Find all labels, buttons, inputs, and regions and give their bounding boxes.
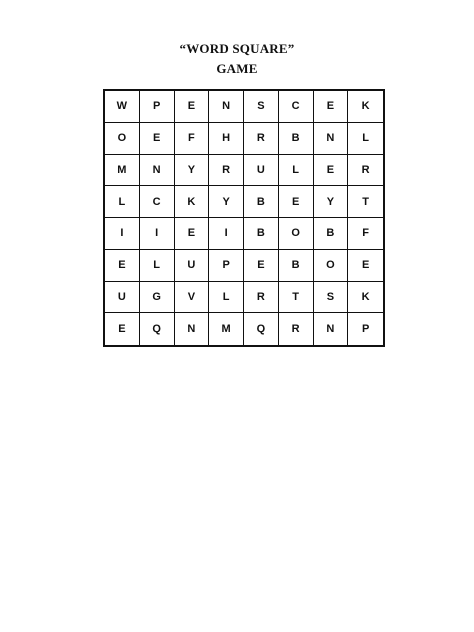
grid-cell[interactable]: N: [175, 313, 210, 345]
grid-cell[interactable]: Y: [175, 155, 210, 187]
grid-cell[interactable]: E: [175, 91, 210, 123]
grid-cell[interactable]: N: [314, 123, 349, 155]
grid-cell[interactable]: L: [105, 186, 140, 218]
grid-cell[interactable]: E: [140, 123, 175, 155]
grid-cell[interactable]: B: [279, 250, 314, 282]
game-subtitle: GAME: [216, 61, 258, 76]
grid-cell[interactable]: S: [244, 91, 279, 123]
grid-cell[interactable]: K: [348, 282, 383, 314]
grid-cell[interactable]: L: [140, 250, 175, 282]
grid-cell[interactable]: V: [175, 282, 210, 314]
grid-cell[interactable]: C: [140, 186, 175, 218]
grid-cell[interactable]: S: [314, 282, 349, 314]
grid-cell[interactable]: R: [279, 313, 314, 345]
grid-cell[interactable]: B: [244, 218, 279, 250]
grid-cell[interactable]: P: [140, 91, 175, 123]
grid-cell[interactable]: B: [314, 218, 349, 250]
grid-cell[interactable]: L: [209, 282, 244, 314]
grid-cell[interactable]: E: [279, 186, 314, 218]
game-title: “WORD SQUARE”: [179, 41, 295, 56]
grid-cell[interactable]: W: [105, 91, 140, 123]
grid-cell[interactable]: O: [105, 123, 140, 155]
grid-cell[interactable]: E: [314, 155, 349, 187]
grid-cell[interactable]: E: [348, 250, 383, 282]
grid-cell[interactable]: R: [244, 282, 279, 314]
grid-cell[interactable]: T: [279, 282, 314, 314]
grid-cell[interactable]: H: [209, 123, 244, 155]
grid-cell[interactable]: R: [244, 123, 279, 155]
grid-cell[interactable]: U: [105, 282, 140, 314]
grid-cell[interactable]: N: [140, 155, 175, 187]
grid-cell[interactable]: C: [279, 91, 314, 123]
grid-cell[interactable]: P: [209, 250, 244, 282]
grid-cell[interactable]: F: [175, 123, 210, 155]
grid-cell[interactable]: I: [105, 218, 140, 250]
grid-cell[interactable]: U: [244, 155, 279, 187]
grid-cell[interactable]: O: [314, 250, 349, 282]
grid-cell[interactable]: I: [209, 218, 244, 250]
grid-cell[interactable]: E: [175, 218, 210, 250]
grid-cell[interactable]: Y: [209, 186, 244, 218]
grid-cell[interactable]: P: [361, 323, 370, 336]
grid-cell[interactable]: O: [279, 218, 314, 250]
grid-cell[interactable]: N: [314, 313, 349, 345]
grid-cell[interactable]: E: [244, 250, 279, 282]
grid-cell[interactable]: N: [209, 91, 244, 123]
grid-cell[interactable]: K: [348, 91, 383, 123]
grid-cell[interactable]: K: [175, 186, 210, 218]
grid-cell[interactable]: E: [314, 91, 349, 123]
grid-cell[interactable]: M: [105, 155, 140, 187]
grid-cell[interactable]: Y: [314, 186, 349, 218]
grid-cell[interactable]: R: [209, 155, 244, 187]
grid-cell[interactable]: L: [348, 123, 383, 155]
grid-cell[interactable]: G: [140, 282, 175, 314]
grid-cell[interactable]: L: [279, 155, 314, 187]
grid-cell[interactable]: Q: [140, 313, 175, 345]
grid-cell[interactable]: M: [209, 313, 244, 345]
grid-cell[interactable]: B: [279, 123, 314, 155]
grid-cell[interactable]: U: [175, 250, 210, 282]
word-square-grid: [103, 89, 385, 347]
grid-cell[interactable]: T: [348, 186, 383, 218]
grid-cell[interactable]: I: [140, 218, 175, 250]
grid-cell[interactable]: Q: [244, 313, 279, 345]
grid-cell[interactable]: F: [348, 218, 383, 250]
grid-cell[interactable]: E: [105, 250, 140, 282]
grid-cell[interactable]: B: [244, 186, 279, 218]
grid-cell[interactable]: E: [105, 313, 140, 345]
grid-cell[interactable]: R: [348, 155, 383, 187]
